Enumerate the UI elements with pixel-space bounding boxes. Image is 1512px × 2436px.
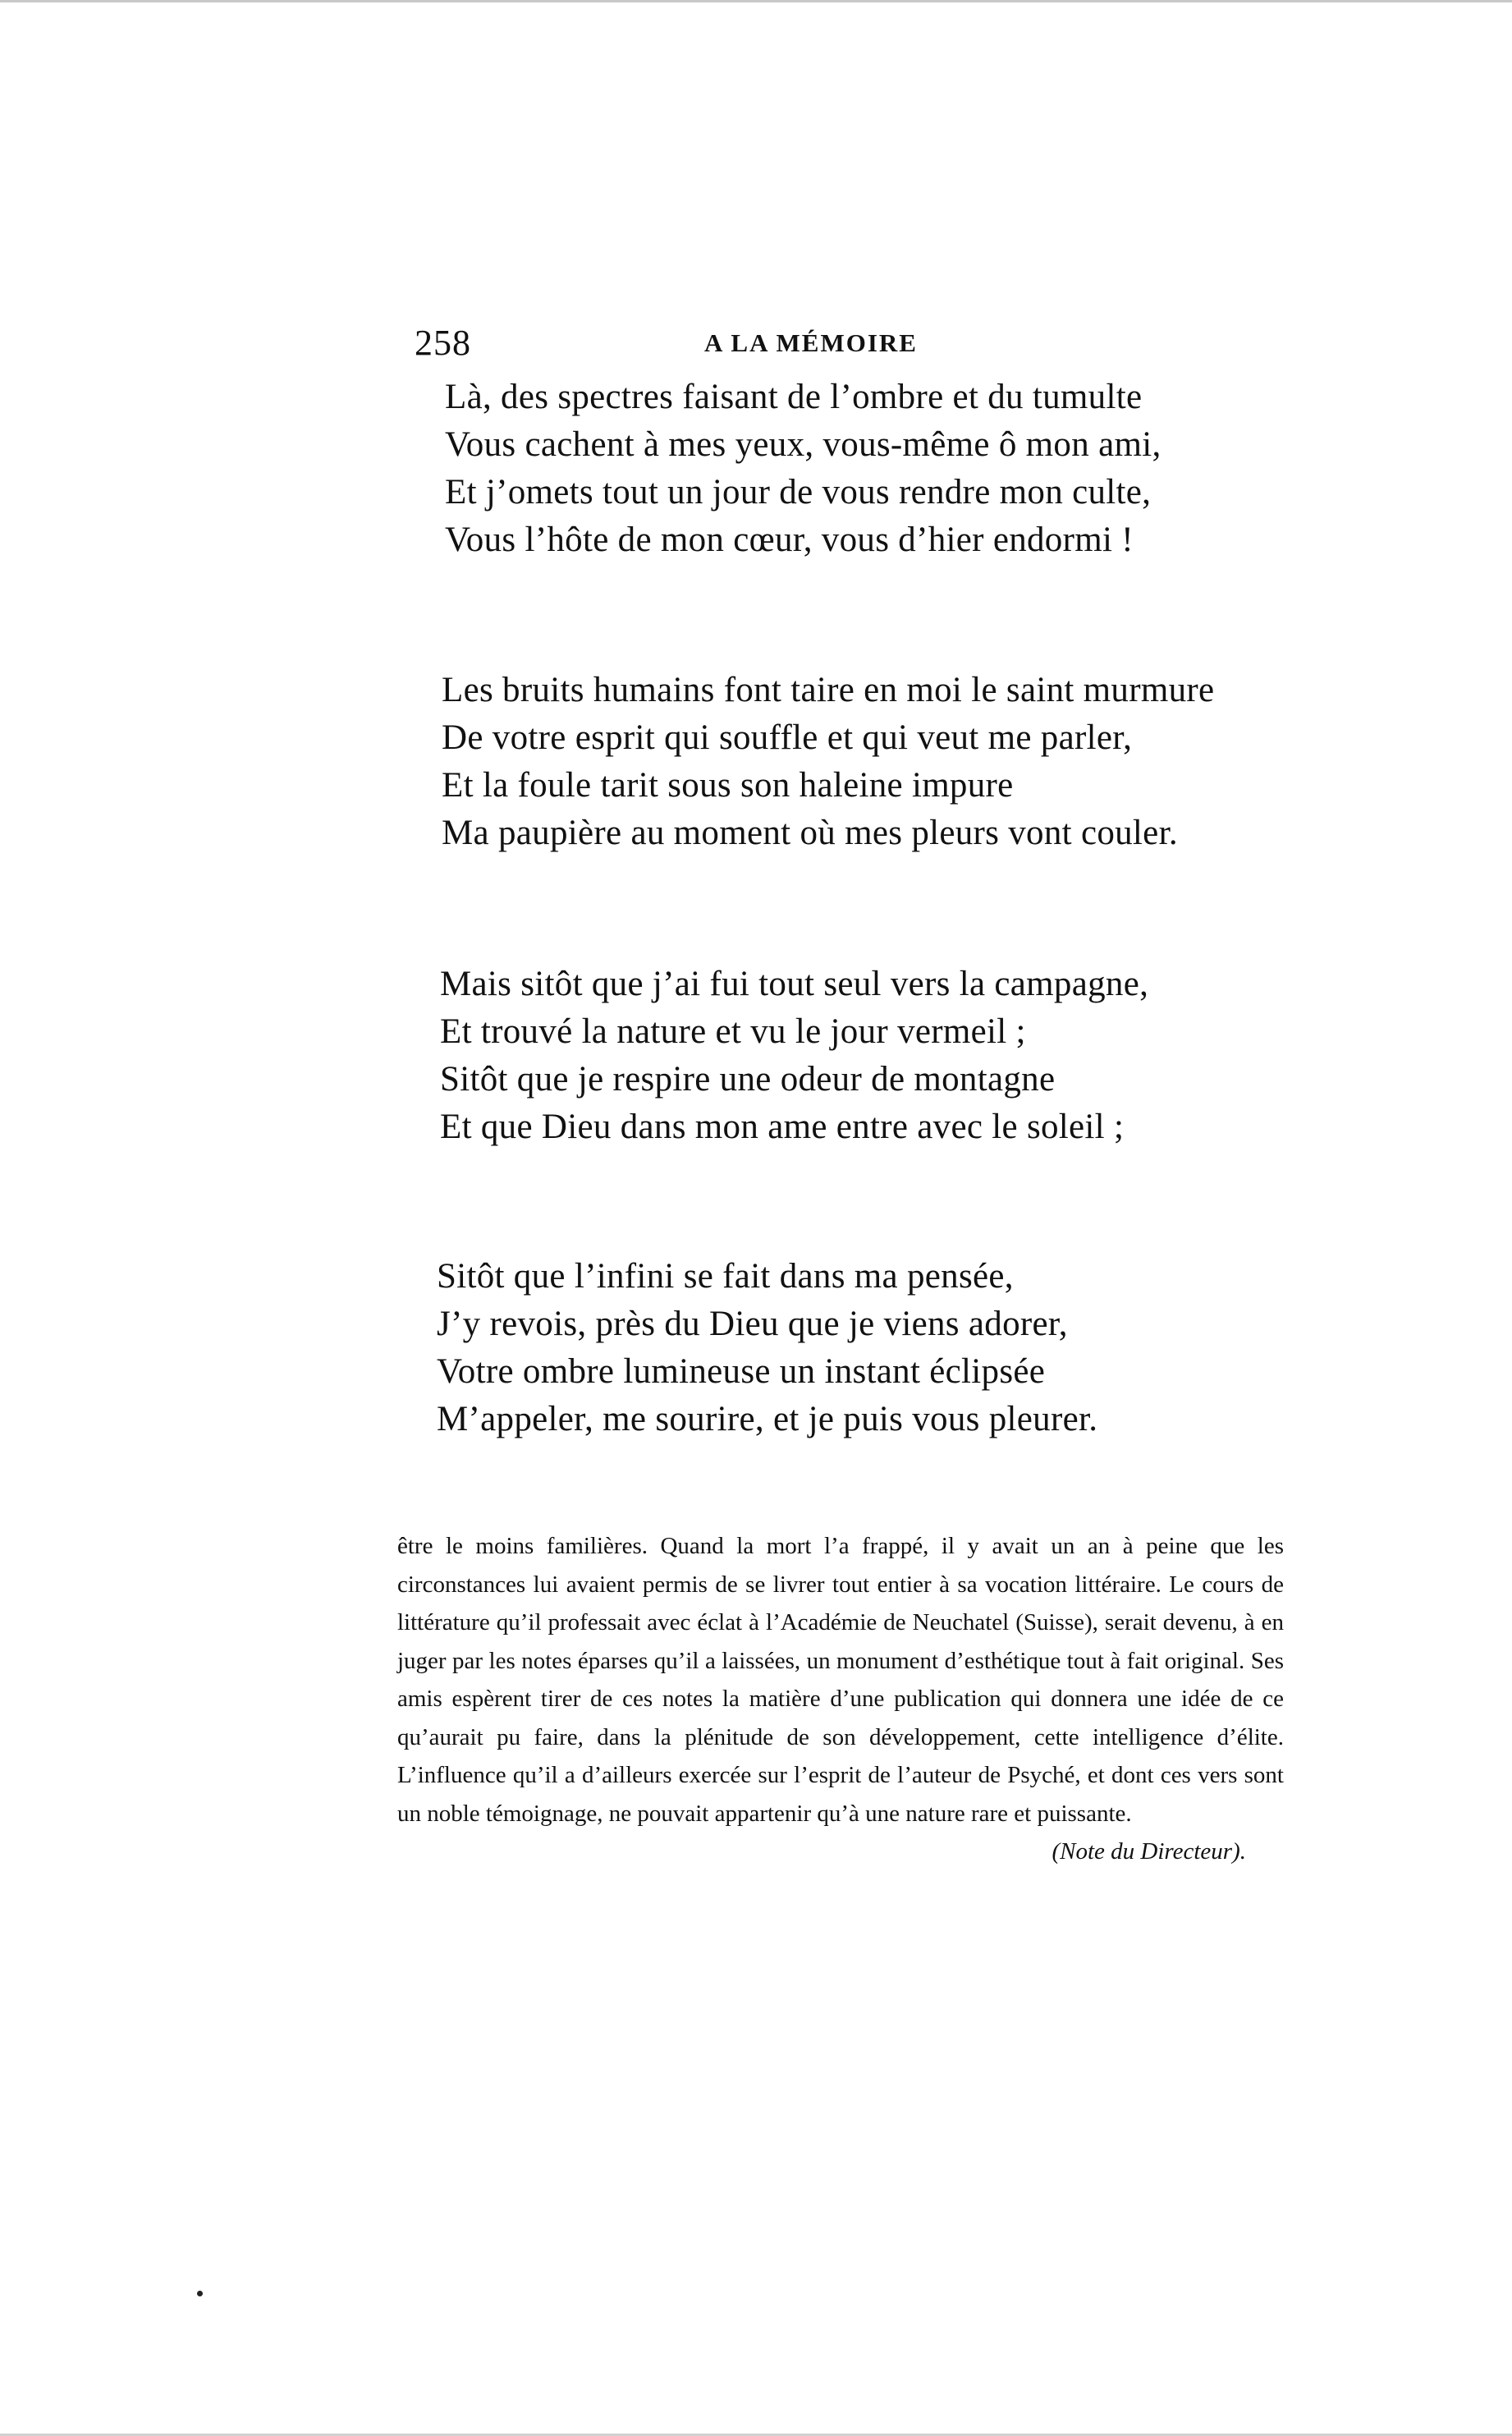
verse-line: Sitôt que l’infini se fait dans ma pensée, — [437, 1257, 1014, 1296]
verse-line: Et trouvé la nature et vu le jour vermeil ; — [440, 1012, 1026, 1051]
verse-line: Et que Dieu dans mon ame entre avec le soleil ; — [440, 1108, 1125, 1146]
footnote — [397, 1527, 1284, 1871]
verse-line: Mais sitôt que j’ai fui tout seul vers la campagne, — [440, 965, 1149, 1003]
stanza-1 — [445, 374, 1161, 564]
verse-line: Vous cachent à mes yeux, vous-même ô mon ami, — [445, 425, 1161, 464]
footnote-attribution: (Note du Directeur). — [1052, 1838, 1246, 1865]
page-header — [0, 319, 1512, 368]
page-number: 258 — [415, 323, 471, 363]
verse-line: J’y revois, près du Dieu que je viens adorer, — [437, 1305, 1068, 1343]
stanza-4 — [437, 1253, 1097, 1443]
stanza-3 — [440, 961, 1148, 1151]
top-page-edge — [0, 0, 1512, 2]
verse-line: Et j’omets tout un jour de vous rendre mon culte, — [445, 473, 1152, 512]
verse-line: De votre esprit qui souffle et qui veut me parler, — [442, 718, 1133, 757]
ink-speck — [197, 2291, 203, 2296]
stanza-2 — [442, 667, 1214, 857]
verse-line: Sitôt que je respire une odeur de montagne — [440, 1060, 1056, 1099]
verse-line: M’appeler, me sourire, et je puis vous pleurer. — [437, 1400, 1098, 1438]
verse-line: Votre ombre lumineuse un instant éclipsée — [437, 1352, 1046, 1391]
verse-line: Et la foule tarit sous son haleine impure — [442, 766, 1014, 805]
verse-line: Là, des spectres faisant de l’ombre et du tumulte — [445, 378, 1143, 416]
running-head: A LA MÉMOIRE — [704, 328, 918, 357]
verse-line: Ma paupière au moment où mes pleurs vont couler. — [442, 814, 1178, 852]
footnote-text: être le moins familières. Quand la mort l’a frappé, il y avait un an à peine que les circonstances lui avaient permis de se livrer tout entier à sa vocation littéraire. Le cours de littérature qu’il professait avec éclat à l’Académie de Neuchatel (Suisse), serait devenu, à en juger par les notes éparses qu’il a laissées, un monument d’esthétique tout à fait original. Ses amis espèrent tirer de ces notes la matière d’une publication qui donnera une idée de ce qu’aurait pu faire, dans la plénitude de son développement, cette intelligence d’élite. L’influence qu’il a d’ailleurs exercée sur l’esprit de l’auteur de Psyché, et dont ces vers sont un noble témoignage, ne pouvait appartenir qu’à une nature rare et puissante. — [397, 1533, 1284, 1827]
verse-line: Vous l’hôte de mon cœur, vous d’hier endormi ! — [445, 521, 1134, 559]
verse-line: Les bruits humains font taire en moi le saint murmure — [442, 671, 1215, 709]
